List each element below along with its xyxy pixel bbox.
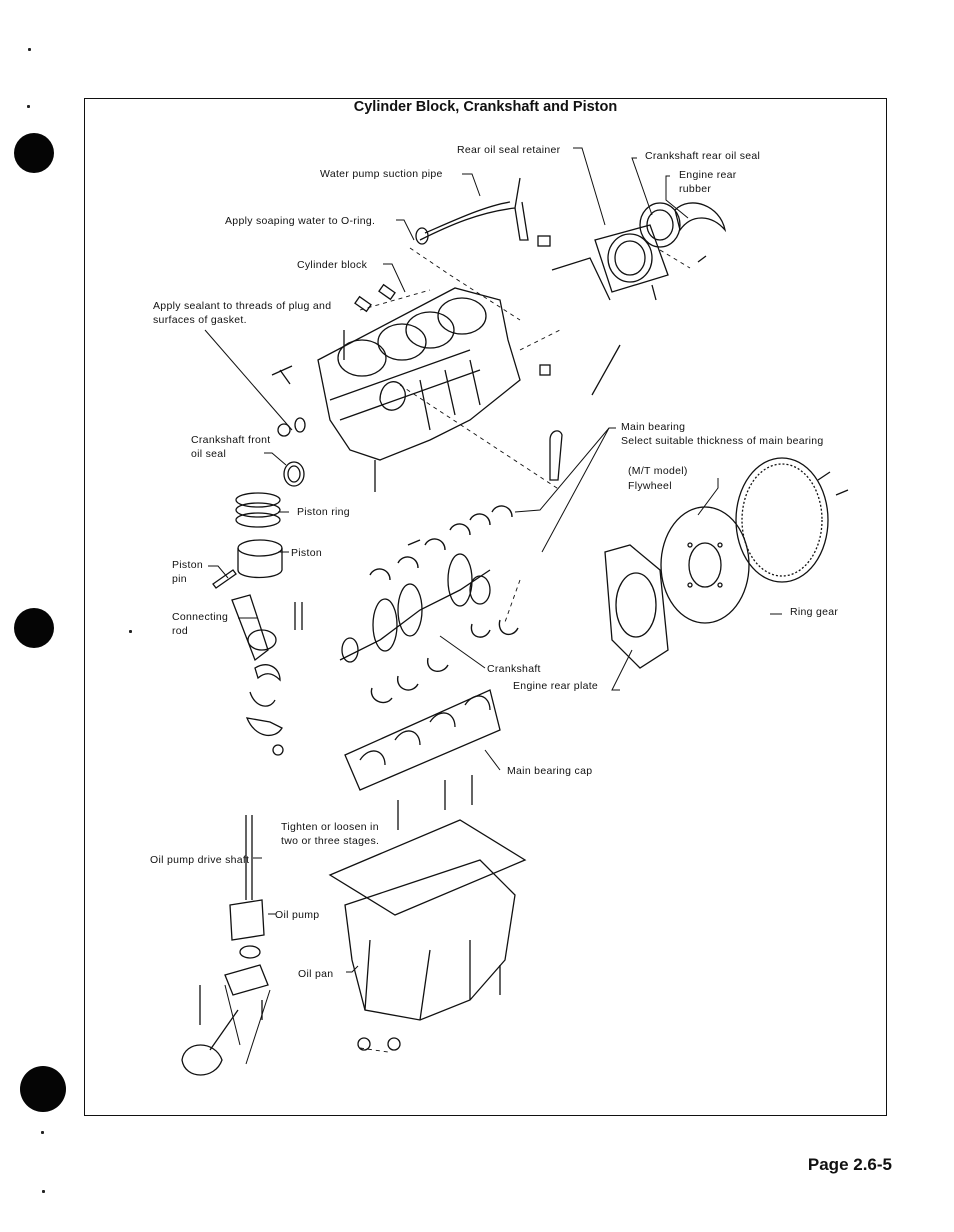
engine-rear-plate (605, 545, 668, 668)
label-oil-pump-drive-shaft: Oil pump drive shaft (150, 854, 250, 866)
label-main-bearing: Main bearing (621, 421, 686, 433)
crankshaft (340, 554, 490, 662)
page-number: Page 2.6-5 (807, 1155, 892, 1174)
label-water-pump-suction-pipe: Water pump suction pipe (320, 168, 443, 180)
label-apply-sealant: Apply sealant to threads of plug and surfaces of gasket. (153, 300, 332, 326)
ring-gear (736, 458, 828, 582)
connecting-rod (232, 595, 302, 660)
leader-lines (205, 148, 782, 1064)
label-main-bearing-cap: Main bearing cap (507, 765, 593, 777)
crankshaft-rear-oil-seal (640, 203, 680, 247)
plug-and-gasket (278, 418, 305, 436)
page-title: Cylinder Block, Crankshaft and Piston (353, 99, 618, 115)
dipstick-guide (550, 431, 562, 480)
piston-rings (236, 493, 280, 527)
rod-bearings (247, 665, 283, 755)
label-crankshaft: Crankshaft (487, 663, 541, 675)
main-bearing-cap (345, 690, 500, 810)
label-engine-rear-plate: Engine rear plate (513, 680, 599, 692)
label-cylinder-block: Cylinder block (297, 259, 368, 271)
label-flywheel: Flywheel (628, 480, 672, 492)
label-mt-model: (M/T model) (628, 465, 688, 477)
label-oil-pan: Oil pan (298, 968, 334, 980)
label-ring-gear: Ring gear (790, 606, 839, 618)
label-connecting-rod: Connecting rod (172, 611, 229, 637)
label-engine-rear-rubber: Engine rear rubber (679, 169, 737, 195)
engine-rear-rubber (675, 203, 725, 230)
label-crankshaft-rear-oil-seal: Crankshaft rear oil seal (645, 150, 761, 162)
label-crankshaft-front-oil-seal: Crankshaft front oil seal (191, 434, 271, 460)
label-piston: Piston (291, 547, 322, 559)
label-apply-soaping-water: Apply soaping water to O-ring. (225, 215, 376, 227)
crankshaft-front-oil-seal (284, 462, 304, 486)
piston (238, 540, 282, 578)
assembly-dashed-lines (360, 248, 690, 1052)
water-pump-suction-pipe (416, 178, 550, 246)
label-select-thickness: Select suitable thickness of main bearing (621, 435, 824, 447)
cylinder-block (318, 288, 520, 460)
small-bolts (272, 256, 706, 492)
label-oil-pump: Oil pump (275, 909, 320, 921)
label-piston-ring: Piston ring (297, 506, 350, 518)
oil-pump (182, 900, 268, 1075)
label-rear-oil-seal-retainer: Rear oil seal retainer (457, 144, 561, 156)
label-tighten-or-loosen: Tighten or loosen in two or three stages. (281, 821, 380, 847)
label-piston-pin: Piston pin (172, 559, 203, 585)
